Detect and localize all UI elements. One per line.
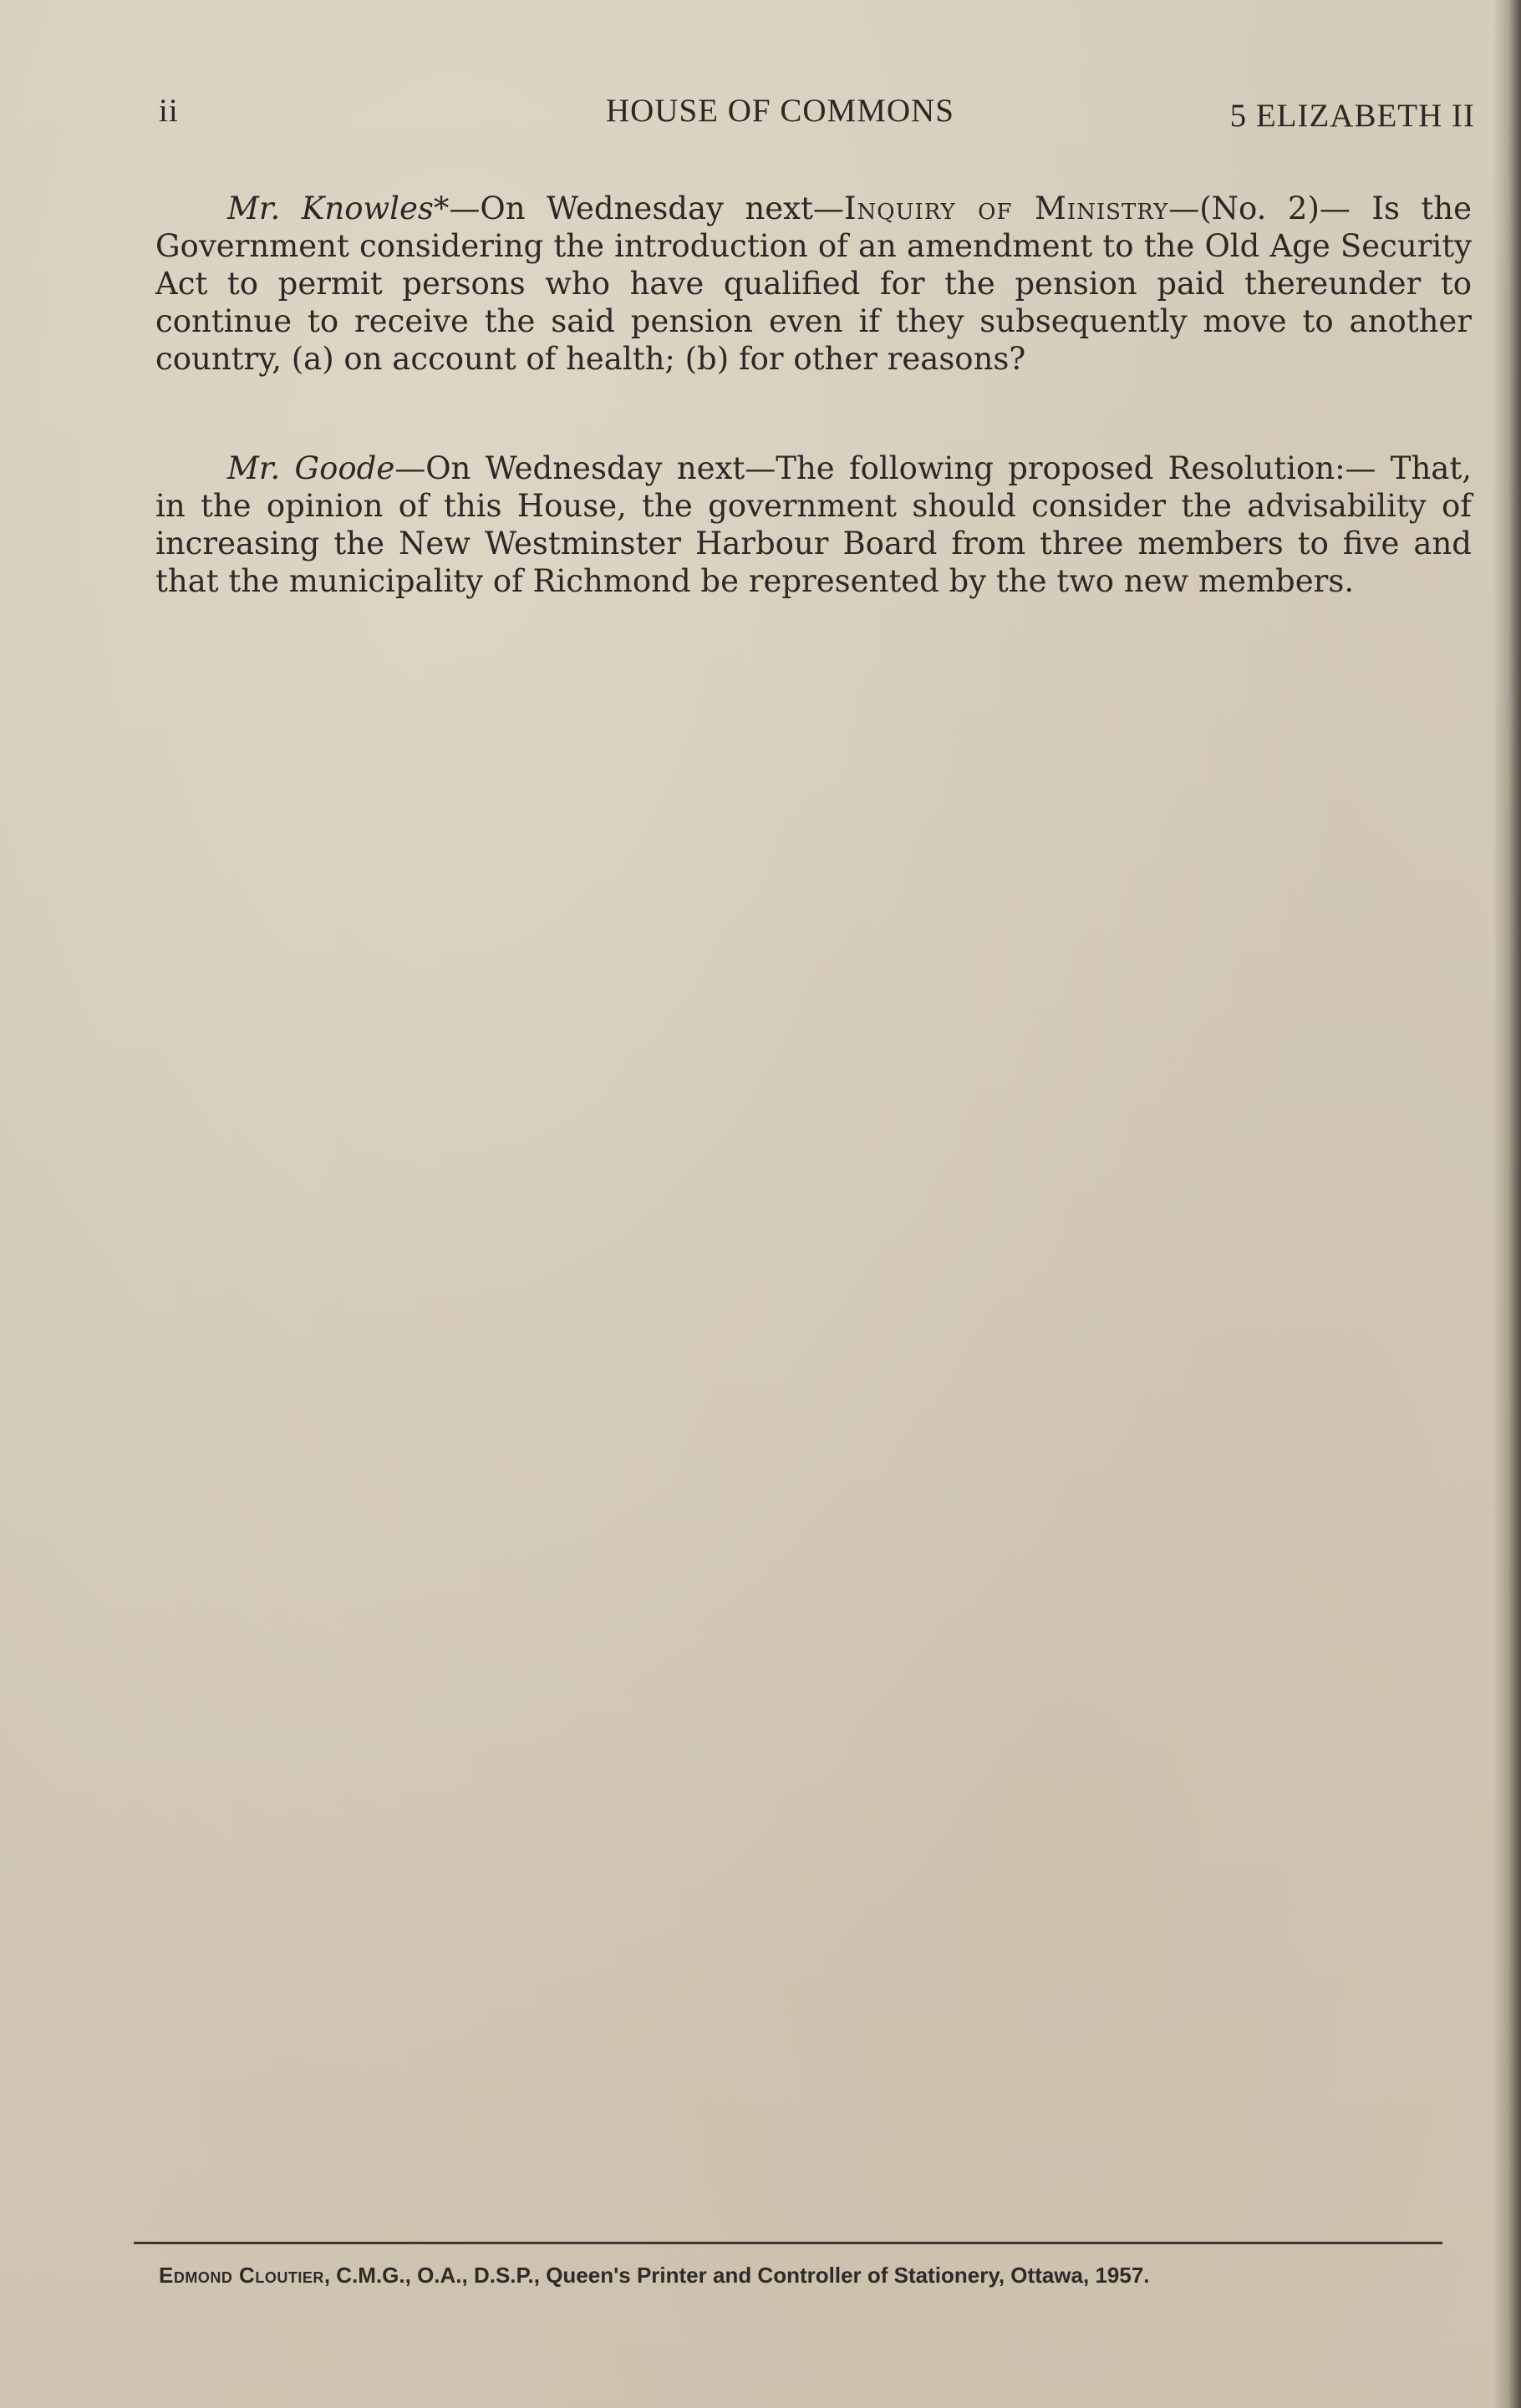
notice-lead: —On Wednesday next—The following proposed Resolution:— [394, 450, 1376, 486]
member-name: Mr. Goode [227, 450, 395, 486]
regnal-year: 5 ELIZABETH II [1229, 98, 1475, 134]
notice-goode [155, 450, 1472, 600]
notice-lead: —On Wednesday next— [449, 191, 844, 226]
page-edge-shadow [1493, 0, 1521, 2408]
printer-imprint [159, 2263, 1437, 2289]
notice-paragraph [155, 190, 1472, 378]
page-number: ii [159, 93, 179, 129]
notice-knowles [155, 190, 1472, 378]
printer-name: Edmond Cloutier [159, 2263, 324, 2288]
footer-rule [134, 2242, 1442, 2244]
notice-subject: Inquiry of Ministry [843, 191, 1169, 226]
printer-credentials: , C.M.G., O.A., D.S.P., Queen's Printer and Controller of Stationery, Ottawa, 1957. [323, 2263, 1150, 2288]
notice-number: —(No. 2)— [1168, 191, 1351, 226]
notice-paragraph [155, 450, 1472, 600]
header-title: HOUSE OF COMMONS [606, 93, 954, 129]
member-name: Mr. Knowles* [227, 191, 450, 226]
running-header [159, 92, 1475, 142]
notice-body: Is the Government considering the introduction of an amendment to the Old Age Security Act to permit persons who have qualified for the pension paid thereunder to continue to receive the said pension even if they subsequently move to another country, (a) on account of health; (b) for other reasons? [155, 191, 1473, 377]
notice-body: That, in the opinion of this House, the government should consider the advisability of increasing the New Westminster Harbour Board from three members to five and that the municipality of Richmond be represented by the two new members. [155, 450, 1472, 599]
